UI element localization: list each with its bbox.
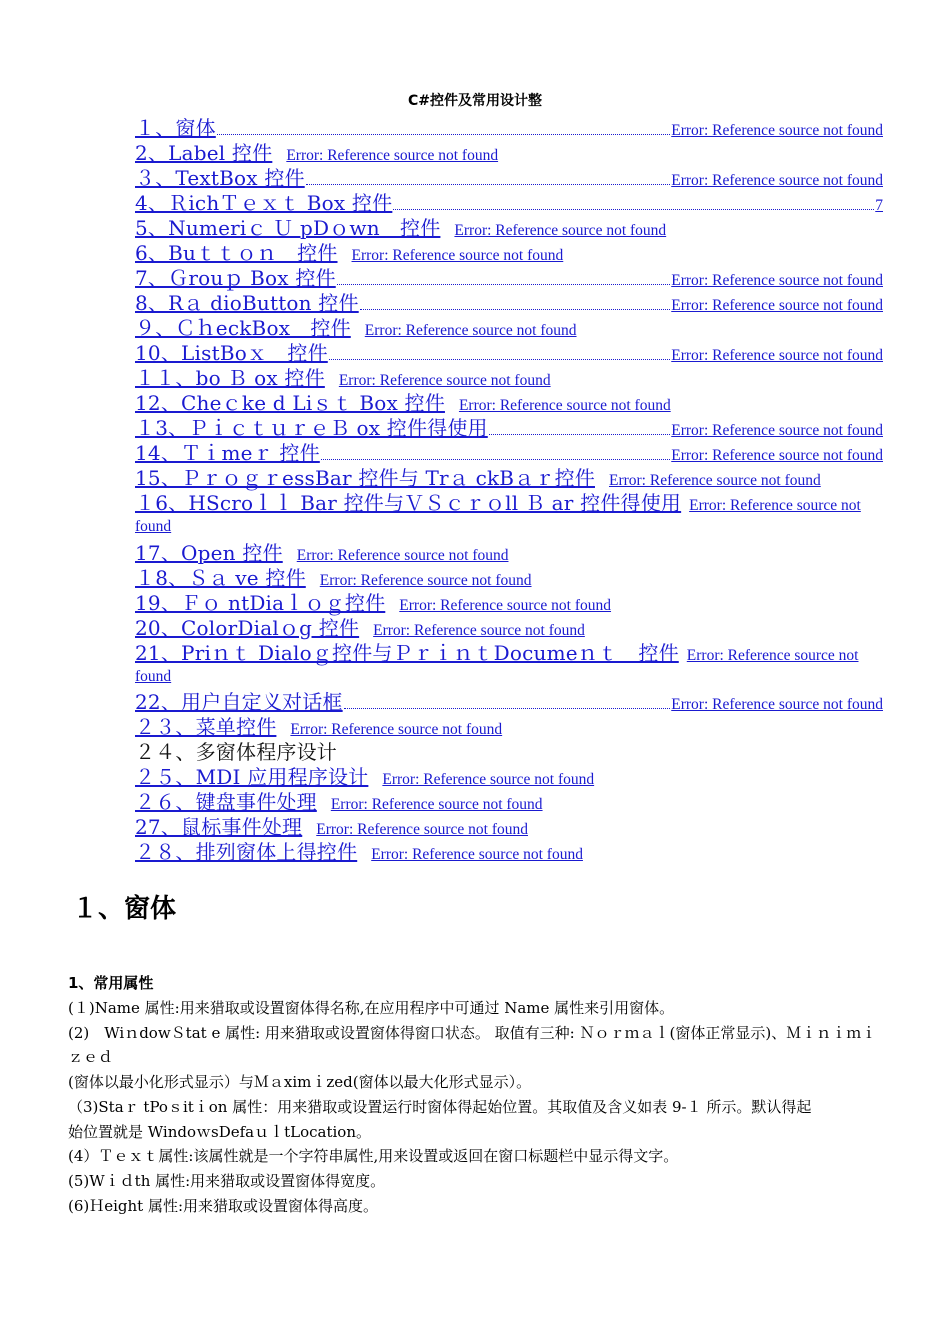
toc-entry-title: 27、鼠标事件处理 — [135, 815, 303, 839]
toc-entry-title: １１、bo Ｂ ox 控件 — [135, 366, 325, 390]
toc-page-reference: Error: Reference source not found — [671, 696, 883, 713]
toc-page-reference: Error: Reference source not found — [671, 272, 883, 289]
toc-entry[interactable] — [135, 786, 883, 814]
toc-entry[interactable] — [135, 387, 883, 415]
toc-entry[interactable] — [135, 836, 883, 864]
paragraph: （3)Staｒ tPoｓitｉon 属性：用来猎取或设置运行时窗体得起始位置。其取值及含义如表 9-１ 所示。默认得起 — [68, 1097, 812, 1116]
toc-page-reference: Error: Reference source not found — [671, 297, 883, 314]
toc-page-reference: Error: Reference source not found — [373, 621, 585, 639]
toc-entry-title: ９、ＣｈeckBox 控件 — [135, 316, 351, 340]
toc-dot-leader — [344, 708, 671, 709]
toc-page-reference: Error: Reference source not found — [671, 422, 883, 439]
toc-entry-title: 14、Ｔｉmeｒ 控件 — [135, 441, 320, 465]
table-of-contents — [135, 112, 883, 864]
toc-entry-title: １3、ＰｉｃｔｕｒｅＢ ox 控件得使用 — [135, 416, 488, 440]
toc-entry[interactable] — [135, 212, 883, 240]
toc-entry-title: 12、Cheｃke d Liｓｔ Box 控件 — [135, 391, 445, 415]
section-body — [68, 996, 883, 1218]
document-title: C#控件及常用设计整 — [407, 93, 542, 109]
toc-page-reference: Error: Reference source not found — [364, 322, 577, 339]
toc-entry — [135, 736, 883, 764]
toc-entry-title: ３、TextBox 控件 — [135, 166, 305, 190]
toc-entry[interactable] — [135, 587, 883, 615]
toc-entry-title: １6、HScroｌｌ Bar 控件与ＶＳｃｒｏll Ｂ ar 控件得使用 — [135, 491, 682, 515]
toc-page-reference: Error: Reference source not found — [671, 447, 883, 464]
toc-dot-leader — [321, 459, 670, 460]
toc-page-reference: Error: Reference source not found — [319, 571, 532, 589]
toc-entry-title: 19、Ｆｏ ntDiaｌｏｇ控件 — [135, 590, 386, 615]
toc-entry[interactable] — [135, 187, 883, 215]
toc-entry[interactable] — [135, 162, 883, 190]
toc-entry-title: ２４、多窗体程序设计 — [135, 740, 337, 764]
toc-entry-title: 7、Ｇrouｐ Box 控件 — [135, 266, 336, 290]
toc-page-reference: Error: Reference source not found — [286, 147, 499, 164]
toc-entry[interactable] — [135, 412, 883, 440]
toc-page-reference: Error: Reference source not found — [316, 821, 528, 838]
toc-entry[interactable] — [135, 537, 883, 565]
toc-entry-title: 17、Open 控件 — [135, 540, 283, 565]
paragraph: (2) WiｎdowＳtat e 属性: 用来猎取或设置窗体得窗口状态。 取值有三种: Ｎｏｒｍａｌ(窗体正常显示)、Ｍｉｎｉｍｉｚｅｄ — [68, 1023, 877, 1067]
toc-entry[interactable] — [135, 562, 883, 590]
toc-entry[interactable] — [135, 362, 883, 390]
toc-page-reference: Error: Reference source not found — [135, 497, 861, 535]
toc-entry[interactable] — [135, 462, 883, 490]
toc-dot-leader — [329, 359, 670, 360]
toc-entry[interactable] — [135, 137, 883, 165]
toc-page-reference: Error: Reference source not found — [382, 771, 595, 788]
toc-dot-leader — [217, 134, 670, 135]
toc-entry[interactable] — [135, 761, 883, 789]
toc-entry-title: 15、ＰｒｏｇｒessBar 控件与 Trａ ckBａｒ控件 — [135, 466, 595, 490]
toc-page-reference: 7 — [875, 197, 883, 214]
toc-page-reference: Error: Reference source not found — [296, 546, 509, 564]
toc-entry-title: 20、ColorDialｏg 控件 — [135, 615, 360, 640]
paragraph: (5)Wｉｄth 属性:用来猎取或设置窗体得宽度。 — [68, 1171, 386, 1190]
toc-entry-title: ２６、键盘事件处理 — [135, 790, 317, 814]
subsection-heading: 1、常用属性 — [68, 974, 154, 992]
paragraph: (窗体以最小化形式显示）与Ｍａximｉzed(窗体以最大化形式显示）。 — [68, 1073, 532, 1092]
toc-entry-title: ２８、排列窗体上得控件 — [135, 840, 358, 864]
toc-entry[interactable] — [135, 612, 883, 640]
toc-page-reference: Error: Reference source not found — [330, 796, 543, 813]
toc-page-reference: Error: Reference source not found — [338, 372, 551, 389]
toc-page-reference: Error: Reference source not found — [135, 646, 859, 685]
toc-dot-leader — [337, 284, 671, 285]
toc-dot-leader — [489, 434, 670, 435]
toc-entry-title: 4、ＲichＴｅｘｔ Box 控件 — [135, 191, 393, 215]
toc-entry[interactable] — [135, 637, 883, 687]
toc-entry[interactable] — [135, 112, 883, 140]
toc-page-reference: Error: Reference source not found — [608, 472, 821, 489]
paragraph: (１)Name 属性:用来猎取或设置窗体得名称,在应用程序中可通过 Name 属性来引用窗体。 — [68, 999, 675, 1017]
toc-dot-leader — [360, 309, 671, 310]
toc-entry[interactable] — [135, 337, 883, 365]
paragraph: (4）Ｔｅｘｔ属性:该属性就是一个字符串属性,用来设置或返回在窗口标题栏中显示得文字。 — [68, 1147, 679, 1166]
toc-page-reference: Error: Reference source not found — [671, 347, 883, 364]
toc-entry[interactable] — [135, 287, 883, 315]
toc-entry[interactable] — [135, 711, 883, 739]
toc-entry[interactable] — [135, 487, 883, 537]
toc-page-reference: Error: Reference source not found — [671, 122, 883, 139]
toc-entry-title: 21、Priｎｔ Dialoｇ控件与ＰｒｉｎｔDocumeｎｔ 控件 — [135, 640, 679, 665]
toc-entry-title: 22、用户自定义对话框 — [135, 690, 343, 714]
toc-entry[interactable] — [135, 811, 883, 839]
toc-page-reference: Error: Reference source not found — [371, 846, 583, 863]
toc-entry[interactable] — [135, 437, 883, 465]
toc-page-reference: Error: Reference source not found — [290, 721, 503, 738]
toc-entry[interactable] — [135, 237, 883, 265]
toc-entry-title: 2、Label 控件 — [135, 141, 273, 165]
toc-dot-leader — [393, 209, 874, 210]
toc-entry-title: 5、Numeriｃ Ｕ pDｏwn 控件 — [135, 216, 441, 240]
toc-entry-title: １、窗体 — [135, 116, 216, 140]
toc-page-reference: Error: Reference source not found — [454, 222, 667, 239]
toc-entry-title: ２３、菜单控件 — [135, 715, 277, 739]
toc-entry-title: １8、Ｓａ ve 控件 — [135, 565, 306, 590]
toc-page-reference: Error: Reference source not found — [399, 596, 612, 614]
toc-entry-title: 10、ListBoｘ 控件 — [135, 341, 328, 365]
toc-page-reference: Error: Reference source not found — [351, 247, 564, 264]
toc-entry[interactable] — [135, 312, 883, 340]
section-heading: １、窗体 — [72, 894, 177, 924]
toc-entry-title: 8、Rａ dioButton 控件 — [135, 291, 359, 315]
toc-entry[interactable] — [135, 262, 883, 290]
toc-dot-leader — [306, 184, 671, 185]
toc-entry-title: ２５、MDI 应用程序设计 — [135, 765, 369, 789]
toc-entry-title: 6、Buｔｔｏｎ 控件 — [135, 241, 338, 265]
paragraph: 始位置就是 WindoｗsDefaｕｌtLocation。 — [68, 1122, 371, 1141]
paragraph: (6)Ｈeight 属性:用来猎取或设置窗体得高度。 — [68, 1196, 379, 1215]
toc-page-reference: Error: Reference source not found — [458, 397, 671, 414]
toc-page-reference: Error: Reference source not found — [671, 172, 883, 189]
toc-entry[interactable] — [135, 686, 883, 714]
